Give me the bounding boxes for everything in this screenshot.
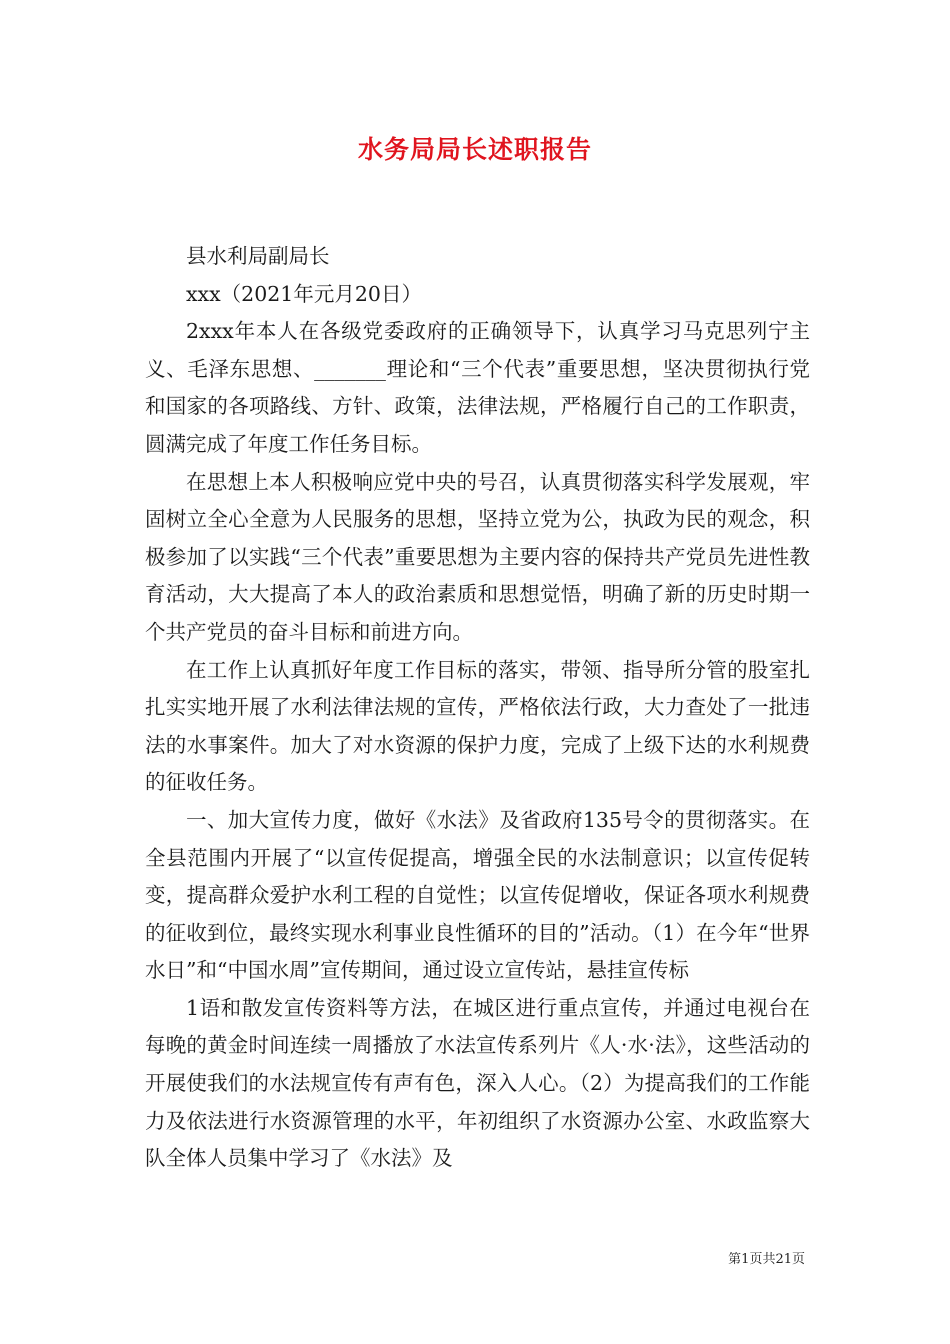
paragraph: 2xxx年本人在各级党委政府的正确领导下，认真学习马克思列宁主义、毛泽东思想、_______理论和“三个代表”重要思想，坚决贯彻执行党和国家的各项路线、方针、政策，法律法规，严格履行自己的工作职责，圆满完成了年度工作任务目标。	[145, 319, 810, 456]
paragraph: 一、加大宣传力度，做好《水法》及省政府135号令的贯彻落实。在全县范围内开展了“以宣传促提高，增强全民的水法制意识；以宣传促转变，提高群众爱护水利工程的自觉性；以宣传促增收，保证各项水利规费的征收到位，最终实现水利事业良性循环的目的”活动。（1）在今年“世界水日”和“中国水周”宣传期间，通过设立宣传站，悬挂宣传标	[145, 807, 810, 983]
document-body	[145, 238, 810, 1178]
document-title: 水务局局长述职报告	[357, 135, 592, 164]
paragraph: 在工作上认真抓好年度工作目标的落实，带领、指导所分管的股室扎扎实实地开展了水利法律法规的宣传，严格依法行政，大力查处了一批违法的水事案件。加大了对水资源的保护力度，完成了上级下达的水利规费的征收任务。	[145, 657, 810, 795]
paragraph: 在思想上本人积极响应党中央的号召，认真贯彻落实科学发展观，牢固树立全心全意为人民服务的思想，坚持立党为公，执政为民的观念，积极参加了以实践“三个代表”重要思想为主要内容的保持共产党员先进性教育活动，大大提高了本人的政治素质和思想觉悟，明确了新的历史时期一个共产党员的奋斗目标和前进方向。	[145, 469, 810, 644]
page-number: 第1页共21页	[728, 1252, 805, 1267]
date-line: xxx（2021年元月20日）	[186, 281, 422, 306]
author-line: 县水利局副局长	[186, 244, 330, 268]
paragraph: 1语和散发宣传资料等方法，在城区进行重点宣传，并通过电视台在每晚的黄金时间连续一周播放了水法宣传系列片《人·水·法》，这些活动的开展使我们的水法规宣传有声有色，深入人心。（2）为提高我们的工作能力及依法进行水资源管理的水平，年初组织了水资源办公室、水政监察大队全体人员集中学习了《水法》及	[145, 995, 810, 1171]
